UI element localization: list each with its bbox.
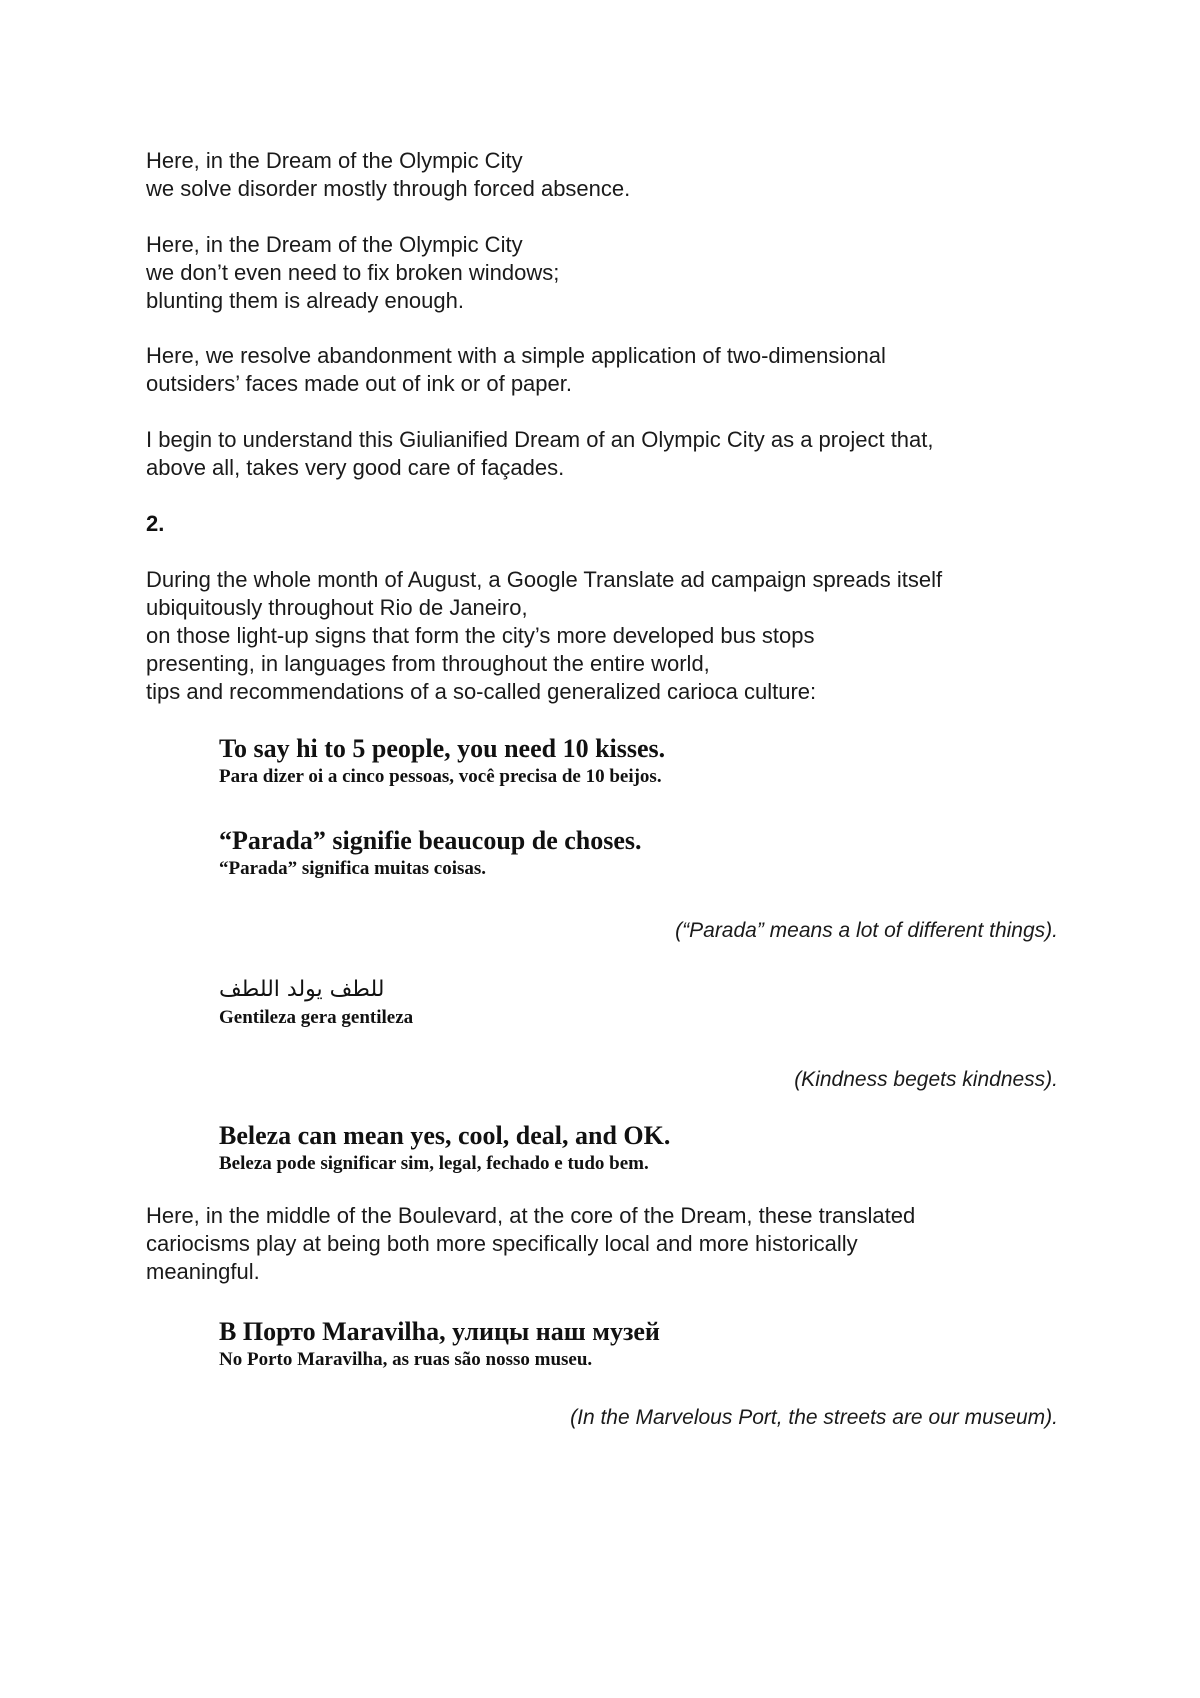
- quote-beleza: [219, 1120, 1059, 1176]
- quote-main: To say hi to 5 people, you need 10 kisses.: [219, 734, 666, 763]
- paragraph-campaign-intro: During the whole month of August, a Google Translate ad campaign spreads itself ubiquitously throughout Rio de Janeiro, on those light-up signs that form the city’s more developed bus stops presenting, in languages from throughout the entire world, tips and recommendations of a so-called generalized carioca culture:: [146, 567, 943, 704]
- paragraph-forced-absence: Here, in the Dream of the Olympic City we solve disorder mostly through forced absence.: [146, 148, 631, 201]
- quote-main: “Parada” signifie beaucoup de choses.: [219, 826, 642, 855]
- quote-kindness: [219, 974, 1059, 1030]
- paragraph-boulevard: Here, in the middle of the Boulevard, at the core of the Dream, these translated cariocisms play at being both more specifically local and more historically meaningful.: [146, 1203, 916, 1284]
- paragraph-facades: I begin to understand this Giulianified Dream of an Olympic City as a project that, above all, takes very good care of façades.: [146, 427, 934, 480]
- quote-translation: Gentileza gera gentileza: [219, 1007, 414, 1028]
- quote-main: Beleza can mean yes, cool, deal, and OK.: [219, 1121, 671, 1150]
- quote-parada: [219, 825, 1059, 881]
- note-parada: (“Parada” means a lot of different things).: [675, 919, 1058, 942]
- quote-main-arabic: للطف يولد اللطف: [219, 977, 385, 1002]
- quote-main: В Порто Maravilha, улицы наш музей: [219, 1317, 660, 1346]
- quote-translation: Para dizer oi a cinco pessoas, você precisa de 10 beijos.: [219, 766, 662, 787]
- paragraph-abandonment: Here, we resolve abandonment with a simple application of two-dimensional outsiders’ faces made out of ink or of paper.: [146, 343, 886, 396]
- quote-kisses: [219, 733, 1059, 789]
- quote-porto-maravilha: [219, 1316, 1059, 1372]
- section-number: 2.: [146, 511, 165, 536]
- quote-translation: No Porto Maravilha, as ruas são nosso museu.: [219, 1349, 593, 1370]
- note-marvelous-port: (In the Marvelous Port, the streets are our museum).: [570, 1406, 1058, 1429]
- note-kindness: (Kindness begets kindness).: [794, 1068, 1058, 1091]
- quote-translation: “Parada” significa muitas coisas.: [219, 858, 487, 879]
- paragraph-broken-windows: Here, in the Dream of the Olympic City we don’t even need to fix broken windows; blunting them is already enough.: [146, 232, 560, 313]
- quote-translation: Beleza pode significar sim, legal, fechado e tudo bem.: [219, 1153, 649, 1174]
